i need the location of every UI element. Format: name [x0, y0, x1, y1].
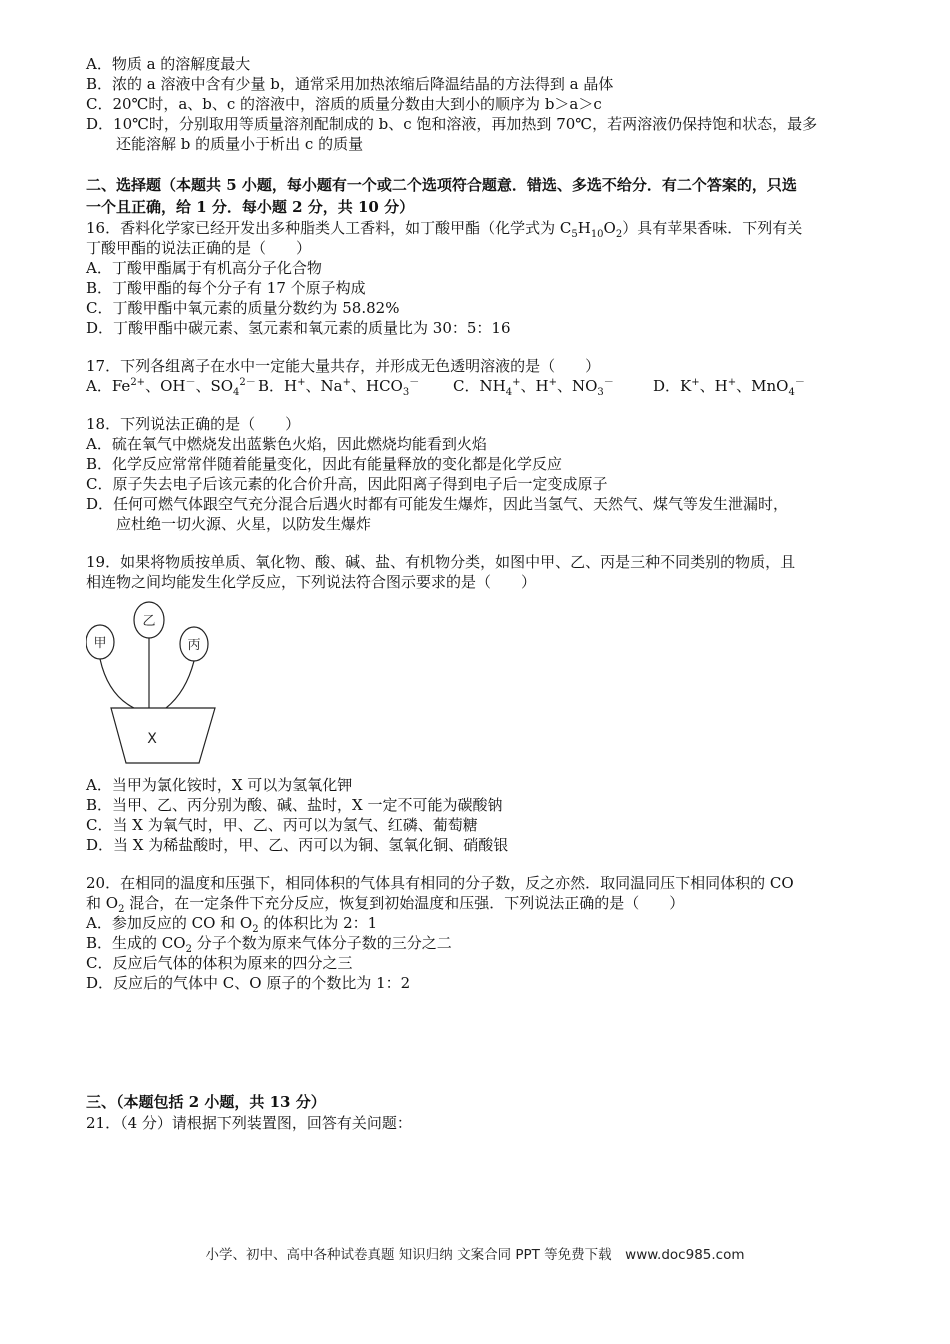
- q17-option-a: A．$Fe^{2+}$、OH－、$SO_4^{2-}$: [86, 377, 256, 398]
- q18-option-d: D．任何可燃气体跟空气充分混合后遇火时都有可能发生爆炸，因此当氢气、天然气、煤气等发生泄漏时，: [86, 495, 789, 513]
- q18-option-c: C．原子失去电子后该元素的化合价升高，因此阳离子得到电子后一定变成原子: [86, 475, 608, 493]
- q19-option-a: A．当甲为氯化铵时，X 可以为氢氧化钾: [86, 776, 353, 794]
- q21-stem: 21．（4 分）请根据下列装置图，回答有关问题：: [86, 1114, 412, 1132]
- q16-option-a: A．丁酸甲酯属于有机高分子化合物: [86, 259, 322, 277]
- q19-stem-line2: 相连物之间均能发生化学反应，下列说法符合图示要求的是（ ）: [86, 573, 537, 591]
- q16-option-c: C．丁酸甲酯中氧元素的质量分数约为 58.82%: [86, 299, 400, 317]
- figure-label-bing: 丙: [187, 638, 201, 653]
- q18-option-b: B．化学反应常常伴随着能量变化，因此有能量释放的变化都是化学反应: [86, 455, 563, 473]
- q20-option-b: B．生成的 $CO_2$ 分子个数为原来气体分子数的三分之二: [86, 934, 452, 955]
- q20-option-c: C．反应后气体的体积为原来的四分之三: [86, 954, 353, 972]
- q19-option-d: D．当 X 为稀盐酸时，甲、乙、丙可以为铜、氢氧化铜、硝酸银: [86, 836, 509, 854]
- q19-stem-line1: 19．如果将物质按单质、氧化物、酸、碱、盐、有机物分类，如图中甲、乙、丙是三种不同类别的物质，且: [86, 553, 796, 571]
- q17-option-d: D．K+、H+、MnO$_4$－: [653, 377, 805, 398]
- section2-heading-line2: 一个且正确，给 1 分．每小题 2 分，共 10 分）: [86, 198, 415, 216]
- q19-flower-pot-figure: [86, 600, 236, 765]
- q16-stem-line1: 16．香料化学家已经开发出多种脂类人工香料，如丁酸甲酯（化学式为 $C_5H_{10}O_2$）具有苹果香味．下列有关: [86, 219, 803, 240]
- section2-heading-line1: 二、选择题（本题共 5 小题，每小题有一个或二个选项符合题意．错选、多选不给分．有二个答案的，只选: [86, 176, 797, 194]
- q16-option-b: B．丁酸甲酯的每个分子有 17 个原子构成: [86, 279, 366, 297]
- q17-options: [86, 376, 886, 396]
- q19-option-c: C．当 X 为氧气时，甲、乙、丙可以为氢气、红磷、葡萄糖: [86, 816, 478, 834]
- q15-option-c: C．20℃时，a、b、c 的溶液中，溶质的质量分数由大到小的顺序为 b＞a＞c: [86, 95, 602, 113]
- q16-option-d: D．丁酸甲酯中碳元素、氢元素和氧元素的质量比为 30：5：16: [86, 319, 511, 337]
- section3-heading: 三、（本题包括 2 小题，共 13 分）: [86, 1093, 326, 1111]
- figure-pot: [111, 708, 215, 763]
- q15-option-a: A．物质 a 的溶解度最大: [86, 55, 251, 73]
- q16-stem-line2: 丁酸甲酯的说法正确的是（ ）: [86, 239, 312, 257]
- q20-option-a: A．参加反应的 CO 和 $O_2$ 的体积比为 2：1: [86, 914, 378, 935]
- q15-option-d-cont: 还能溶解 b 的质量小于析出 c 的质量: [116, 135, 364, 153]
- q17-stem: 17．下列各组离子在水中一定能大量共存，并形成无色透明溶液的是（ ）: [86, 357, 601, 375]
- q17-option-b: B．H+、Na+、$HCO_3^-$: [258, 377, 420, 398]
- q15-option-d: D．10℃时，分别取用等质量溶剂配制成的 b、c 饱和溶液，再加热到 70℃，若两溶液仍保持饱和状态，最多: [86, 115, 818, 133]
- q20-stem-line2: 和 $O_2$ 混合，在一定条件下充分反应，恢复到初始温度和压强．下列说法正确的是（ ）: [86, 894, 685, 915]
- q19-option-b: B．当甲、乙、丙分别为酸、碱、盐时，X 一定不可能为碳酸钠: [86, 796, 503, 814]
- figure-stem-left: [100, 659, 134, 708]
- figure-label-yi: 乙: [142, 614, 156, 629]
- q15-option-b: B．浓的 a 溶液中含有少量 b，通常采用加热浓缩后降温结晶的方法得到 a 晶体: [86, 75, 614, 93]
- q20-option-d: D．反应后的气体中 C、O 原子的个数比为 1：2: [86, 974, 411, 992]
- exam-page: [86, 54, 886, 1133]
- figure-label-x: X: [147, 731, 157, 747]
- page-footer: 小学、初中、高中各种试卷真题 知识归纳 文案合同 PPT 等免费下载 www.doc985.com: [205, 1247, 745, 1263]
- q20-stem-line1: 20．在相同的温度和压强下，相同体积的气体具有相同的分子数，反之亦然．取同温同压下相同体积的 CO: [86, 874, 794, 892]
- figure-stem-right: [166, 661, 194, 708]
- figure-label-jia: 甲: [93, 636, 107, 651]
- q18-stem: 18．下列说法正确的是（ ）: [86, 415, 301, 433]
- q18-option-d-cont: 应杜绝一切火源、火星，以防发生爆炸: [116, 515, 372, 533]
- q17-option-c: C．$NH_4^+$、H+、$NO_3^-$: [453, 377, 614, 398]
- q18-option-a: A．硫在氧气中燃烧发出蓝紫色火焰，因此燃烧均能看到火焰: [86, 435, 487, 453]
